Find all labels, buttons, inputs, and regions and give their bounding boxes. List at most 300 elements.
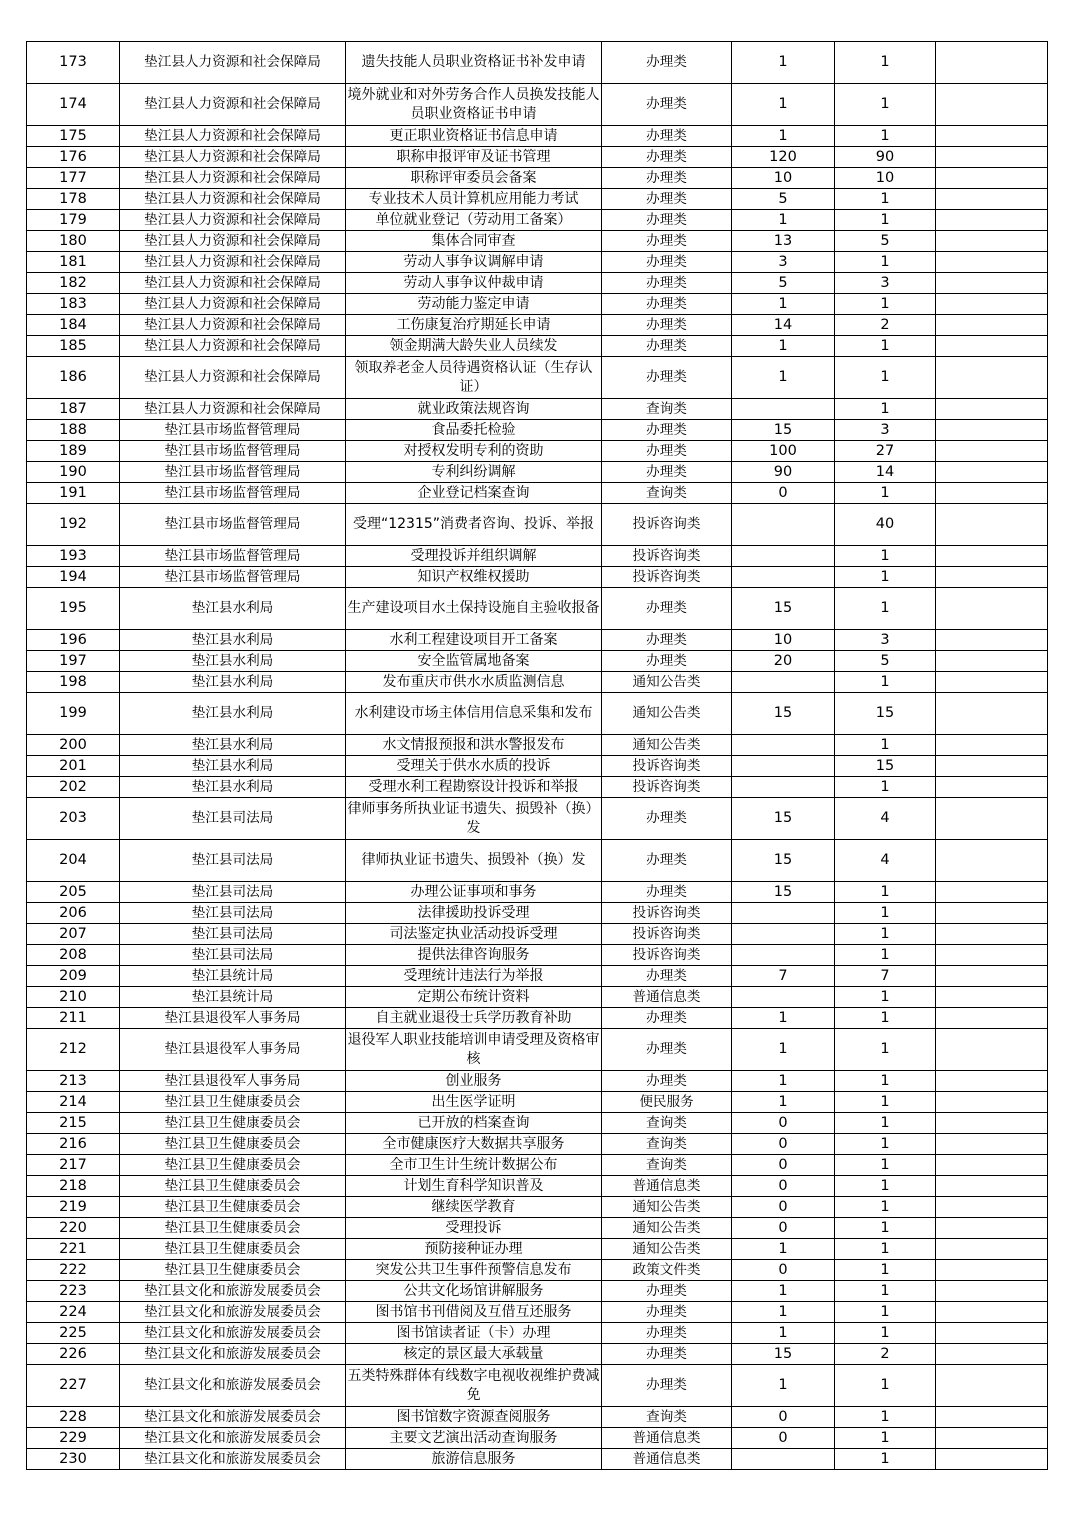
remarks-cell xyxy=(936,693,1048,735)
remarks-cell xyxy=(936,1008,1048,1029)
row-number-cell: 194 xyxy=(27,567,120,588)
count-b-cell: 1 xyxy=(835,357,936,399)
department-cell: 垫江县司法局 xyxy=(120,945,346,966)
table-row xyxy=(27,693,1048,735)
service-item-cell: 律师执业证书遗失、损毁补（换）发 xyxy=(346,840,602,882)
count-a-cell xyxy=(732,504,835,546)
remarks-cell xyxy=(936,945,1048,966)
count-b-cell: 1 xyxy=(835,189,936,210)
service-item-cell: 受理关于供水水质的投诉 xyxy=(346,756,602,777)
remarks-cell xyxy=(936,1239,1048,1260)
count-b-cell: 1 xyxy=(835,1134,936,1155)
department-cell: 垫江县卫生健康委员会 xyxy=(120,1218,346,1239)
table-row xyxy=(27,1155,1048,1176)
service-type-cell: 办理类 xyxy=(602,126,732,147)
service-type-cell: 办理类 xyxy=(602,840,732,882)
count-a-cell: 15 xyxy=(732,693,835,735)
department-cell: 垫江县卫生健康委员会 xyxy=(120,1092,346,1113)
service-type-cell: 通知公告类 xyxy=(602,1197,732,1218)
row-number-cell: 200 xyxy=(27,735,120,756)
service-item-cell: 律师事务所执业证书遗失、损毁补（换）发 xyxy=(346,798,602,840)
table-row xyxy=(27,546,1048,567)
remarks-cell xyxy=(936,147,1048,168)
count-a-cell: 1 xyxy=(732,1071,835,1092)
department-cell: 垫江县卫生健康委员会 xyxy=(120,1155,346,1176)
row-number-cell: 195 xyxy=(27,588,120,630)
table-row xyxy=(27,210,1048,231)
row-number-cell: 205 xyxy=(27,882,120,903)
department-cell: 垫江县文化和旅游发展委员会 xyxy=(120,1281,346,1302)
service-item-cell: 受理水利工程勘察设计投诉和举报 xyxy=(346,777,602,798)
remarks-cell xyxy=(936,1407,1048,1428)
table-row xyxy=(27,672,1048,693)
service-type-cell: 办理类 xyxy=(602,1071,732,1092)
department-cell: 垫江县文化和旅游发展委员会 xyxy=(120,1344,346,1365)
department-cell: 垫江县人力资源和社会保障局 xyxy=(120,336,346,357)
service-type-cell: 办理类 xyxy=(602,651,732,672)
count-b-cell: 1 xyxy=(835,1029,936,1071)
service-item-cell: 对授权发明专利的资助 xyxy=(346,441,602,462)
count-b-cell: 1 xyxy=(835,483,936,504)
count-a-cell: 0 xyxy=(732,1260,835,1281)
department-cell: 垫江县人力资源和社会保障局 xyxy=(120,210,346,231)
service-type-cell: 办理类 xyxy=(602,1029,732,1071)
count-b-cell: 1 xyxy=(835,546,936,567)
table-row xyxy=(27,1407,1048,1428)
service-item-cell: 提供法律咨询服务 xyxy=(346,945,602,966)
remarks-cell xyxy=(936,252,1048,273)
row-number-cell: 179 xyxy=(27,210,120,231)
department-cell: 垫江县人力资源和社会保障局 xyxy=(120,399,346,420)
remarks-cell xyxy=(936,420,1048,441)
service-type-cell: 查询类 xyxy=(602,483,732,504)
service-type-cell: 通知公告类 xyxy=(602,735,732,756)
service-type-cell: 便民服务 xyxy=(602,1092,732,1113)
count-a-cell: 14 xyxy=(732,315,835,336)
row-number-cell: 229 xyxy=(27,1428,120,1449)
table-row xyxy=(27,882,1048,903)
remarks-cell xyxy=(936,210,1048,231)
table-row xyxy=(27,273,1048,294)
service-item-cell: 安全监管属地备案 xyxy=(346,651,602,672)
count-b-cell: 4 xyxy=(835,840,936,882)
service-type-cell: 投诉咨询类 xyxy=(602,504,732,546)
remarks-cell xyxy=(936,231,1048,252)
remarks-cell xyxy=(936,756,1048,777)
count-a-cell: 0 xyxy=(732,1113,835,1134)
count-a-cell xyxy=(732,777,835,798)
table-row xyxy=(27,1197,1048,1218)
service-item-cell: 单位就业登记（劳动用工备案） xyxy=(346,210,602,231)
department-cell: 垫江县文化和旅游发展委员会 xyxy=(120,1428,346,1449)
count-b-cell: 1 xyxy=(835,399,936,420)
count-b-cell: 1 xyxy=(835,987,936,1008)
row-number-cell: 220 xyxy=(27,1218,120,1239)
row-number-cell: 216 xyxy=(27,1134,120,1155)
service-item-cell: 公共文化场馆讲解服务 xyxy=(346,1281,602,1302)
table-row xyxy=(27,1302,1048,1323)
row-number-cell: 193 xyxy=(27,546,120,567)
row-number-cell: 230 xyxy=(27,1449,120,1470)
service-type-cell: 投诉咨询类 xyxy=(602,777,732,798)
count-b-cell: 1 xyxy=(835,882,936,903)
count-b-cell: 1 xyxy=(835,1218,936,1239)
count-b-cell: 1 xyxy=(835,735,936,756)
count-a-cell: 1 xyxy=(732,1239,835,1260)
count-b-cell: 1 xyxy=(835,924,936,945)
table-row xyxy=(27,1344,1048,1365)
service-item-cell: 生产建设项目水土保持设施自主验收报备 xyxy=(346,588,602,630)
row-number-cell: 206 xyxy=(27,903,120,924)
count-b-cell: 1 xyxy=(835,1281,936,1302)
table-row xyxy=(27,189,1048,210)
service-type-cell: 办理类 xyxy=(602,84,732,126)
count-b-cell: 27 xyxy=(835,441,936,462)
remarks-cell xyxy=(936,462,1048,483)
department-cell: 垫江县司法局 xyxy=(120,903,346,924)
count-b-cell: 1 xyxy=(835,1239,936,1260)
service-type-cell: 政策文件类 xyxy=(602,1260,732,1281)
service-type-cell: 办理类 xyxy=(602,231,732,252)
service-type-cell: 查询类 xyxy=(602,1113,732,1134)
count-a-cell xyxy=(732,924,835,945)
department-cell: 垫江县人力资源和社会保障局 xyxy=(120,84,346,126)
department-cell: 垫江县卫生健康委员会 xyxy=(120,1239,346,1260)
service-item-cell: 遗失技能人员职业资格证书补发申请 xyxy=(346,42,602,84)
table-row xyxy=(27,1449,1048,1470)
count-a-cell: 1 xyxy=(732,1281,835,1302)
service-type-cell: 通知公告类 xyxy=(602,1239,732,1260)
row-number-cell: 175 xyxy=(27,126,120,147)
department-cell: 垫江县司法局 xyxy=(120,798,346,840)
service-item-cell: 受理投诉 xyxy=(346,1218,602,1239)
row-number-cell: 181 xyxy=(27,252,120,273)
department-cell: 垫江县卫生健康委员会 xyxy=(120,1134,346,1155)
service-type-cell: 投诉咨询类 xyxy=(602,756,732,777)
table-row xyxy=(27,168,1048,189)
service-item-cell: 继续医学教育 xyxy=(346,1197,602,1218)
department-cell: 垫江县退役军人事务局 xyxy=(120,1071,346,1092)
table-row xyxy=(27,735,1048,756)
remarks-cell xyxy=(936,1365,1048,1407)
table-row xyxy=(27,1365,1048,1407)
remarks-cell xyxy=(936,126,1048,147)
row-number-cell: 191 xyxy=(27,483,120,504)
table-row xyxy=(27,126,1048,147)
service-type-cell: 办理类 xyxy=(602,210,732,231)
count-b-cell: 4 xyxy=(835,798,936,840)
count-a-cell: 15 xyxy=(732,588,835,630)
service-type-cell: 办理类 xyxy=(602,882,732,903)
row-number-cell: 178 xyxy=(27,189,120,210)
count-a-cell: 0 xyxy=(732,1155,835,1176)
service-type-cell: 办理类 xyxy=(602,1344,732,1365)
service-type-cell: 普通信息类 xyxy=(602,1449,732,1470)
count-a-cell xyxy=(732,1449,835,1470)
row-number-cell: 228 xyxy=(27,1407,120,1428)
row-number-cell: 173 xyxy=(27,42,120,84)
row-number-cell: 192 xyxy=(27,504,120,546)
service-item-cell: 法律援助投诉受理 xyxy=(346,903,602,924)
remarks-cell xyxy=(936,399,1048,420)
row-number-cell: 196 xyxy=(27,630,120,651)
service-type-cell: 投诉咨询类 xyxy=(602,903,732,924)
table-row xyxy=(27,1008,1048,1029)
row-number-cell: 184 xyxy=(27,315,120,336)
row-number-cell: 183 xyxy=(27,294,120,315)
count-b-cell: 5 xyxy=(835,231,936,252)
count-b-cell: 1 xyxy=(835,1365,936,1407)
count-a-cell: 10 xyxy=(732,168,835,189)
table-row xyxy=(27,1260,1048,1281)
service-item-cell: 核定的景区最大承载量 xyxy=(346,1344,602,1365)
count-a-cell: 1 xyxy=(732,357,835,399)
table-row xyxy=(27,42,1048,84)
department-cell: 垫江县市场监督管理局 xyxy=(120,546,346,567)
remarks-cell xyxy=(936,441,1048,462)
count-a-cell: 1 xyxy=(732,1092,835,1113)
table-row xyxy=(27,315,1048,336)
service-type-cell: 办理类 xyxy=(602,441,732,462)
remarks-cell xyxy=(936,1176,1048,1197)
count-b-cell: 1 xyxy=(835,777,936,798)
service-item-cell: 已开放的档案查询 xyxy=(346,1113,602,1134)
service-type-cell: 办理类 xyxy=(602,1302,732,1323)
remarks-cell xyxy=(936,1029,1048,1071)
table-row xyxy=(27,630,1048,651)
remarks-cell xyxy=(936,735,1048,756)
remarks-cell xyxy=(936,966,1048,987)
count-b-cell: 1 xyxy=(835,252,936,273)
count-b-cell: 1 xyxy=(835,126,936,147)
row-number-cell: 222 xyxy=(27,1260,120,1281)
remarks-cell xyxy=(936,840,1048,882)
row-number-cell: 197 xyxy=(27,651,120,672)
service-type-cell: 办理类 xyxy=(602,588,732,630)
row-number-cell: 203 xyxy=(27,798,120,840)
count-a-cell xyxy=(732,945,835,966)
count-a-cell: 20 xyxy=(732,651,835,672)
count-a-cell: 1 xyxy=(732,1365,835,1407)
department-cell: 垫江县人力资源和社会保障局 xyxy=(120,147,346,168)
service-item-cell: 司法鉴定执业活动投诉受理 xyxy=(346,924,602,945)
service-type-cell: 办理类 xyxy=(602,189,732,210)
service-item-cell: 全市卫生计生统计数据公布 xyxy=(346,1155,602,1176)
count-b-cell: 1 xyxy=(835,945,936,966)
department-cell: 垫江县文化和旅游发展委员会 xyxy=(120,1323,346,1344)
count-a-cell: 0 xyxy=(732,1218,835,1239)
remarks-cell xyxy=(936,1323,1048,1344)
row-number-cell: 204 xyxy=(27,840,120,882)
row-number-cell: 214 xyxy=(27,1092,120,1113)
count-b-cell: 1 xyxy=(835,1176,936,1197)
table-row xyxy=(27,357,1048,399)
department-cell: 垫江县水利局 xyxy=(120,630,346,651)
table-row xyxy=(27,1323,1048,1344)
department-cell: 垫江县统计局 xyxy=(120,987,346,1008)
service-item-cell: 水利工程建设项目开工备案 xyxy=(346,630,602,651)
row-number-cell: 174 xyxy=(27,84,120,126)
department-cell: 垫江县水利局 xyxy=(120,735,346,756)
service-type-cell: 办理类 xyxy=(602,42,732,84)
service-item-cell: 就业政策法规咨询 xyxy=(346,399,602,420)
table-row xyxy=(27,903,1048,924)
service-type-cell: 通知公告类 xyxy=(602,1218,732,1239)
row-number-cell: 201 xyxy=(27,756,120,777)
service-item-cell: 劳动人事争议调解申请 xyxy=(346,252,602,273)
count-b-cell: 90 xyxy=(835,147,936,168)
department-cell: 垫江县水利局 xyxy=(120,672,346,693)
table-row xyxy=(27,462,1048,483)
service-type-cell: 办理类 xyxy=(602,1008,732,1029)
remarks-cell xyxy=(936,1155,1048,1176)
table-row xyxy=(27,756,1048,777)
count-b-cell: 10 xyxy=(835,168,936,189)
service-type-cell: 办理类 xyxy=(602,336,732,357)
count-b-cell: 1 xyxy=(835,1071,936,1092)
service-item-cell: 预防接种证办理 xyxy=(346,1239,602,1260)
row-number-cell: 182 xyxy=(27,273,120,294)
department-cell: 垫江县人力资源和社会保障局 xyxy=(120,294,346,315)
service-item-cell: 受理投诉并组织调解 xyxy=(346,546,602,567)
row-number-cell: 189 xyxy=(27,441,120,462)
service-item-cell: 领取养老金人员待遇资格认证（生存认证） xyxy=(346,357,602,399)
remarks-cell xyxy=(936,504,1048,546)
table-row xyxy=(27,231,1048,252)
remarks-cell xyxy=(936,546,1048,567)
count-a-cell: 1 xyxy=(732,126,835,147)
count-a-cell: 1 xyxy=(732,210,835,231)
department-cell: 垫江县市场监督管理局 xyxy=(120,462,346,483)
count-b-cell: 1 xyxy=(835,336,936,357)
department-cell: 垫江县水利局 xyxy=(120,651,346,672)
table-row xyxy=(27,441,1048,462)
row-number-cell: 207 xyxy=(27,924,120,945)
service-item-cell: 受理统计违法行为举报 xyxy=(346,966,602,987)
count-a-cell: 1 xyxy=(732,1008,835,1029)
department-cell: 垫江县人力资源和社会保障局 xyxy=(120,357,346,399)
service-type-cell: 通知公告类 xyxy=(602,672,732,693)
service-item-cell: 计划生育科学知识普及 xyxy=(346,1176,602,1197)
count-b-cell: 1 xyxy=(835,567,936,588)
count-b-cell: 3 xyxy=(835,273,936,294)
service-type-cell: 办理类 xyxy=(602,168,732,189)
service-type-cell: 办理类 xyxy=(602,147,732,168)
count-a-cell: 5 xyxy=(732,273,835,294)
count-b-cell: 3 xyxy=(835,630,936,651)
count-a-cell: 5 xyxy=(732,189,835,210)
count-a-cell xyxy=(732,756,835,777)
count-a-cell: 15 xyxy=(732,420,835,441)
table-row xyxy=(27,1218,1048,1239)
table-row xyxy=(27,1281,1048,1302)
department-cell: 垫江县文化和旅游发展委员会 xyxy=(120,1407,346,1428)
service-item-cell: 退役军人职业技能培训申请受理及资格审核 xyxy=(346,1029,602,1071)
row-number-cell: 210 xyxy=(27,987,120,1008)
count-a-cell: 10 xyxy=(732,630,835,651)
remarks-cell xyxy=(936,777,1048,798)
table-row xyxy=(27,987,1048,1008)
count-a-cell xyxy=(732,399,835,420)
count-a-cell: 100 xyxy=(732,441,835,462)
count-b-cell: 15 xyxy=(835,756,936,777)
remarks-cell xyxy=(936,1428,1048,1449)
count-b-cell: 1 xyxy=(835,1407,936,1428)
service-type-cell: 办理类 xyxy=(602,315,732,336)
count-a-cell: 7 xyxy=(732,966,835,987)
remarks-cell xyxy=(936,84,1048,126)
service-type-cell: 通知公告类 xyxy=(602,693,732,735)
department-cell: 垫江县人力资源和社会保障局 xyxy=(120,126,346,147)
table-row xyxy=(27,1176,1048,1197)
count-a-cell: 1 xyxy=(732,42,835,84)
department-cell: 垫江县文化和旅游发展委员会 xyxy=(120,1302,346,1323)
remarks-cell xyxy=(936,1134,1048,1155)
table-row xyxy=(27,840,1048,882)
count-a-cell xyxy=(732,672,835,693)
count-a-cell: 90 xyxy=(732,462,835,483)
department-cell: 垫江县人力资源和社会保障局 xyxy=(120,168,346,189)
count-b-cell: 2 xyxy=(835,315,936,336)
count-b-cell: 1 xyxy=(835,1449,936,1470)
table-row xyxy=(27,252,1048,273)
service-item-cell: 突发公共卫生事件预警信息发布 xyxy=(346,1260,602,1281)
remarks-cell xyxy=(936,588,1048,630)
department-cell: 垫江县司法局 xyxy=(120,840,346,882)
count-b-cell: 1 xyxy=(835,1260,936,1281)
table-row xyxy=(27,336,1048,357)
service-type-cell: 办理类 xyxy=(602,294,732,315)
service-item-cell: 发布重庆市供水水质监测信息 xyxy=(346,672,602,693)
count-a-cell: 15 xyxy=(732,1344,835,1365)
count-a-cell: 3 xyxy=(732,252,835,273)
department-cell: 垫江县卫生健康委员会 xyxy=(120,1260,346,1281)
department-cell: 垫江县人力资源和社会保障局 xyxy=(120,231,346,252)
count-b-cell: 1 xyxy=(835,42,936,84)
count-a-cell: 1 xyxy=(732,294,835,315)
remarks-cell xyxy=(936,1071,1048,1092)
table-row xyxy=(27,1134,1048,1155)
service-item-cell: 图书馆书刊借阅及互借互还服务 xyxy=(346,1302,602,1323)
service-type-cell: 投诉咨询类 xyxy=(602,945,732,966)
row-number-cell: 177 xyxy=(27,168,120,189)
department-cell: 垫江县卫生健康委员会 xyxy=(120,1176,346,1197)
service-item-cell: 境外就业和对外劳务合作人员换发技能人员职业资格证书申请 xyxy=(346,84,602,126)
service-type-cell: 办理类 xyxy=(602,966,732,987)
service-item-cell: 职称评审委员会备案 xyxy=(346,168,602,189)
row-number-cell: 176 xyxy=(27,147,120,168)
department-cell: 垫江县卫生健康委员会 xyxy=(120,1197,346,1218)
remarks-cell xyxy=(936,882,1048,903)
table-row xyxy=(27,1071,1048,1092)
table-row xyxy=(27,567,1048,588)
service-item-cell: 创业服务 xyxy=(346,1071,602,1092)
count-a-cell xyxy=(732,567,835,588)
row-number-cell: 215 xyxy=(27,1113,120,1134)
count-b-cell: 1 xyxy=(835,1428,936,1449)
department-cell: 垫江县人力资源和社会保障局 xyxy=(120,315,346,336)
count-b-cell: 1 xyxy=(835,1155,936,1176)
service-item-cell: 主要文艺演出活动查询服务 xyxy=(346,1428,602,1449)
remarks-cell xyxy=(936,1449,1048,1470)
count-a-cell: 15 xyxy=(732,882,835,903)
count-b-cell: 1 xyxy=(835,1113,936,1134)
service-item-cell: 更正职业资格证书信息申请 xyxy=(346,126,602,147)
service-type-cell: 普通信息类 xyxy=(602,1176,732,1197)
department-cell: 垫江县市场监督管理局 xyxy=(120,483,346,504)
table-row xyxy=(27,1092,1048,1113)
table-row xyxy=(27,147,1048,168)
